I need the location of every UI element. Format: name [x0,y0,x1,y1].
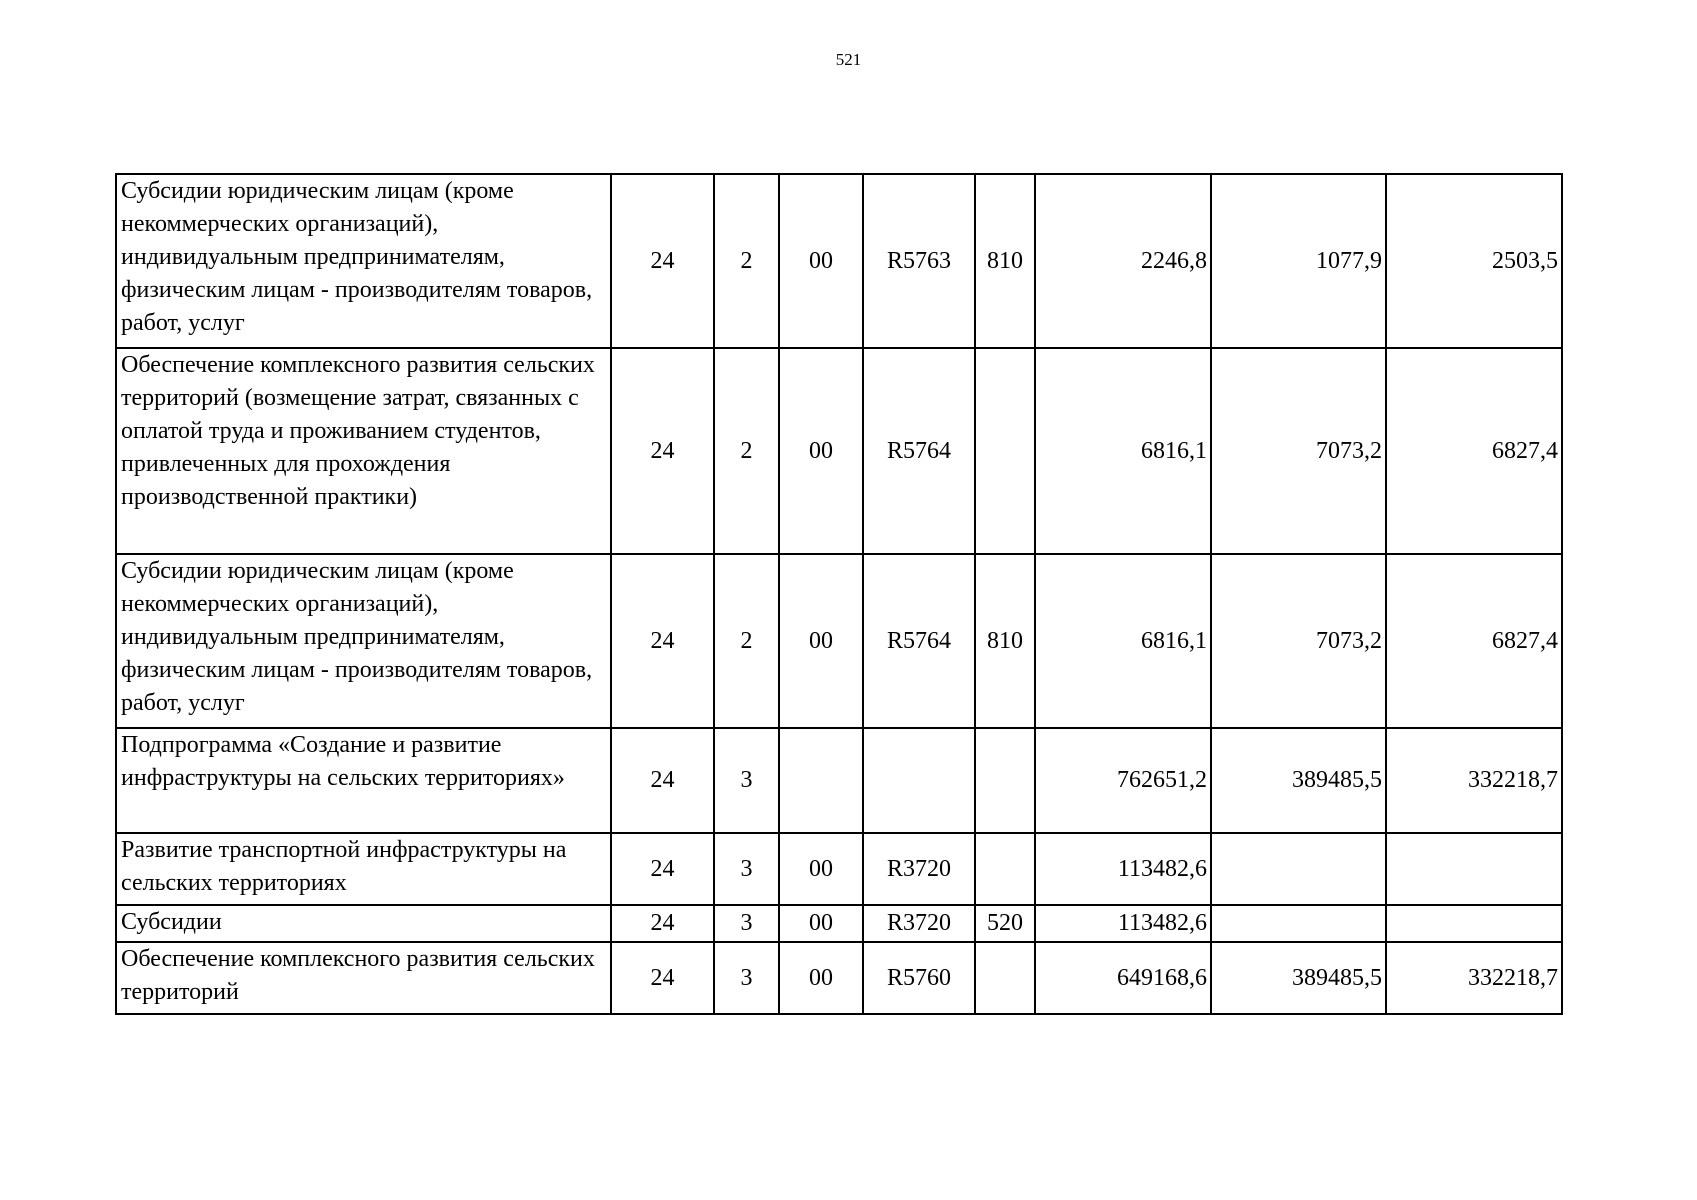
amount-year-1: 649168,6 [1035,942,1211,1014]
section-code: 24 [611,728,714,833]
amount-year-2: 389485,5 [1211,942,1386,1014]
subsection-code: 3 [714,833,779,905]
expense-type-code [975,833,1035,905]
section-code: 24 [611,174,714,348]
expense-type-code [975,348,1035,554]
program-code: 00 [779,348,863,554]
amount-year-1: 6816,1 [1035,348,1211,554]
section-code: 24 [611,833,714,905]
row-description: Субсидии юридическим лицам (кроме некоммерческих организаций), индивидуальным предпринимателям, физическим лицам - производителям товаров, работ, услуг [116,554,611,728]
subsection-code: 2 [714,348,779,554]
target-code [863,728,975,833]
program-code: 00 [779,833,863,905]
amount-year-3 [1386,905,1562,942]
subsection-code: 3 [714,942,779,1014]
subsection-code: 2 [714,174,779,348]
table-row [116,905,1562,942]
section-code: 24 [611,348,714,554]
amount-year-3: 2503,5 [1386,174,1562,348]
target-code: R3720 [863,905,975,942]
amount-year-2 [1211,833,1386,905]
section-code: 24 [611,554,714,728]
target-code: R5760 [863,942,975,1014]
row-description: Субсидии [116,905,611,942]
amount-year-3: 6827,4 [1386,348,1562,554]
amount-year-2 [1211,905,1386,942]
amount-year-3 [1386,833,1562,905]
amount-year-1: 2246,8 [1035,174,1211,348]
expense-type-code [975,728,1035,833]
target-code: R3720 [863,833,975,905]
table-row [116,833,1562,905]
amount-year-2: 1077,9 [1211,174,1386,348]
row-description: Подпрограмма «Создание и развитие инфраструктуры на сельских территориях» [116,728,611,833]
table-row [116,728,1562,833]
subsection-code: 2 [714,554,779,728]
amount-year-1: 6816,1 [1035,554,1211,728]
page-number: 521 [835,50,862,69]
table-row [116,942,1562,1014]
amount-year-3: 6827,4 [1386,554,1562,728]
amount-year-3: 332218,7 [1386,942,1562,1014]
program-code: 00 [779,905,863,942]
amount-year-1: 113482,6 [1035,905,1211,942]
table-row [116,554,1562,728]
amount-year-3: 332218,7 [1386,728,1562,833]
subsection-code: 3 [714,905,779,942]
row-description: Обеспечение комплексного развития сельских территорий (возмещение затрат, связанных с оплатой труда и проживанием студентов, привлеченных для прохождения производственной практики) [116,348,611,554]
expense-type-code: 520 [975,905,1035,942]
row-description: Субсидии юридическим лицам (кроме некоммерческих организаций), индивидуальным предпринимателям, физическим лицам - производителям товаров, работ, услуг [116,174,611,348]
section-code: 24 [611,942,714,1014]
target-code: R5764 [863,348,975,554]
expense-type-code: 810 [975,174,1035,348]
amount-year-2: 389485,5 [1211,728,1386,833]
budget-table [115,173,1563,1015]
target-code: R5764 [863,554,975,728]
program-code [779,728,863,833]
amount-year-2: 7073,2 [1211,348,1386,554]
amount-year-2: 7073,2 [1211,554,1386,728]
table-row [116,348,1562,554]
amount-year-1: 113482,6 [1035,833,1211,905]
section-code: 24 [611,905,714,942]
row-description: Обеспечение комплексного развития сельских территорий [116,942,611,1014]
target-code: R5763 [863,174,975,348]
amount-year-1: 762651,2 [1035,728,1211,833]
program-code: 00 [779,942,863,1014]
subsection-code: 3 [714,728,779,833]
row-description: Развитие транспортной инфраструктуры на сельских территориях [116,833,611,905]
expense-type-code: 810 [975,554,1035,728]
table-row [116,174,1562,348]
expense-type-code [975,942,1035,1014]
program-code: 00 [779,174,863,348]
program-code: 00 [779,554,863,728]
